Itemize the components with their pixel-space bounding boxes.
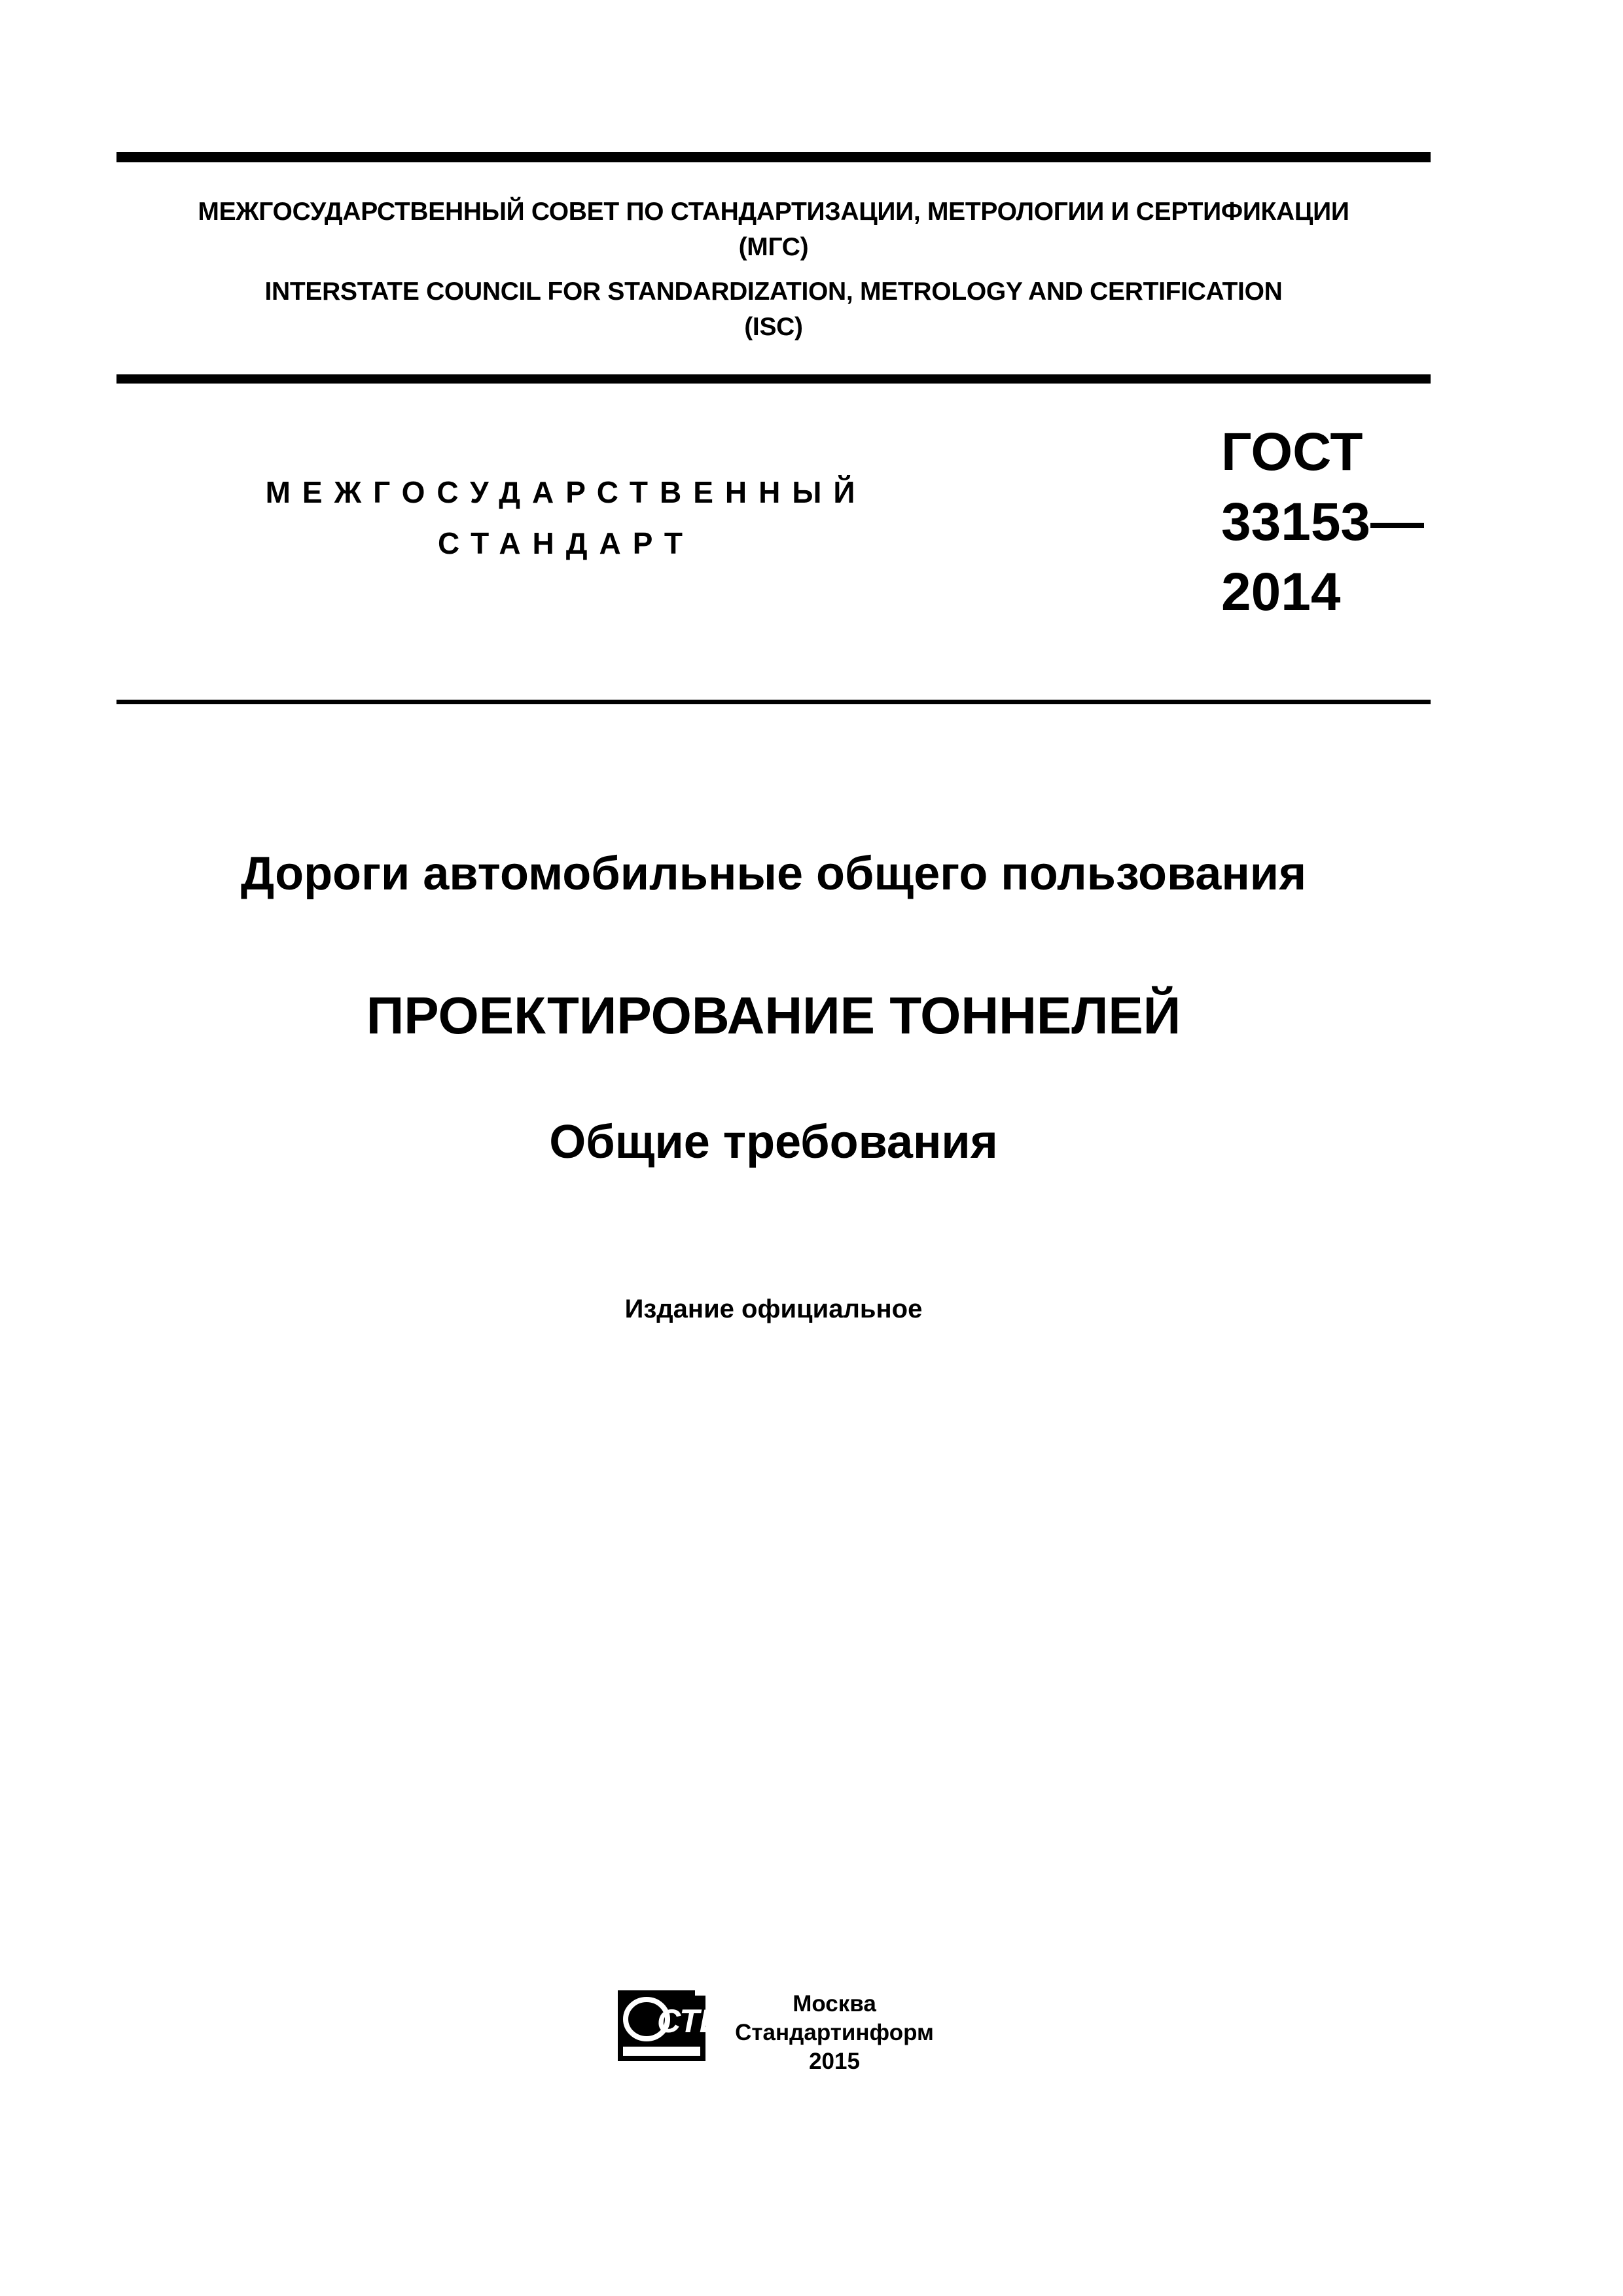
top-rule bbox=[116, 152, 1431, 162]
middle-rule bbox=[116, 374, 1431, 384]
bottom-rule bbox=[116, 700, 1431, 704]
council-abbr-en: (ISC) bbox=[744, 313, 803, 341]
standard-type-line-2: СТАНДАРТ bbox=[438, 526, 694, 560]
publisher-city: Москва bbox=[793, 1991, 876, 2017]
document-title-general: Дороги автомобильные общего пользования bbox=[240, 848, 1307, 900]
council-name-en: INTERSTATE COUNCIL FOR STANDARDIZATION, METROLOGY AND CERTIFICATION bbox=[264, 278, 1283, 306]
publisher-name: Стандартинформ bbox=[735, 2020, 934, 2045]
standard-type-line-1: МЕЖГОСУДАРСТВЕННЫЙ bbox=[265, 475, 867, 509]
gost-designation-line-3: 2014 bbox=[1221, 562, 1341, 622]
standartinform-logo-icon bbox=[613, 1986, 723, 2065]
document-title-main: ПРОЕКТИРОВАНИЕ ТОННЕЛЕЙ bbox=[366, 986, 1181, 1045]
document-subtitle: Общие требования bbox=[549, 1116, 998, 1168]
council-abbr-ru: (МГС) bbox=[738, 233, 809, 261]
publication-year: 2015 bbox=[809, 2049, 860, 2074]
logo-graphic bbox=[613, 1986, 723, 2065]
gost-designation-line-1: ГОСТ bbox=[1221, 422, 1363, 482]
council-name-ru: МЕЖГОСУДАРСТВЕННЫЙ СОВЕТ ПО СТАНДАРТИЗАЦИИ, МЕТРОЛОГИИ И СЕРТИФИКАЦИИ bbox=[198, 198, 1349, 226]
edition-note: Издание официальное bbox=[624, 1295, 923, 1323]
logo-text: СТИ bbox=[657, 2003, 723, 2039]
gost-designation-line-2: 33153— bbox=[1221, 492, 1425, 552]
